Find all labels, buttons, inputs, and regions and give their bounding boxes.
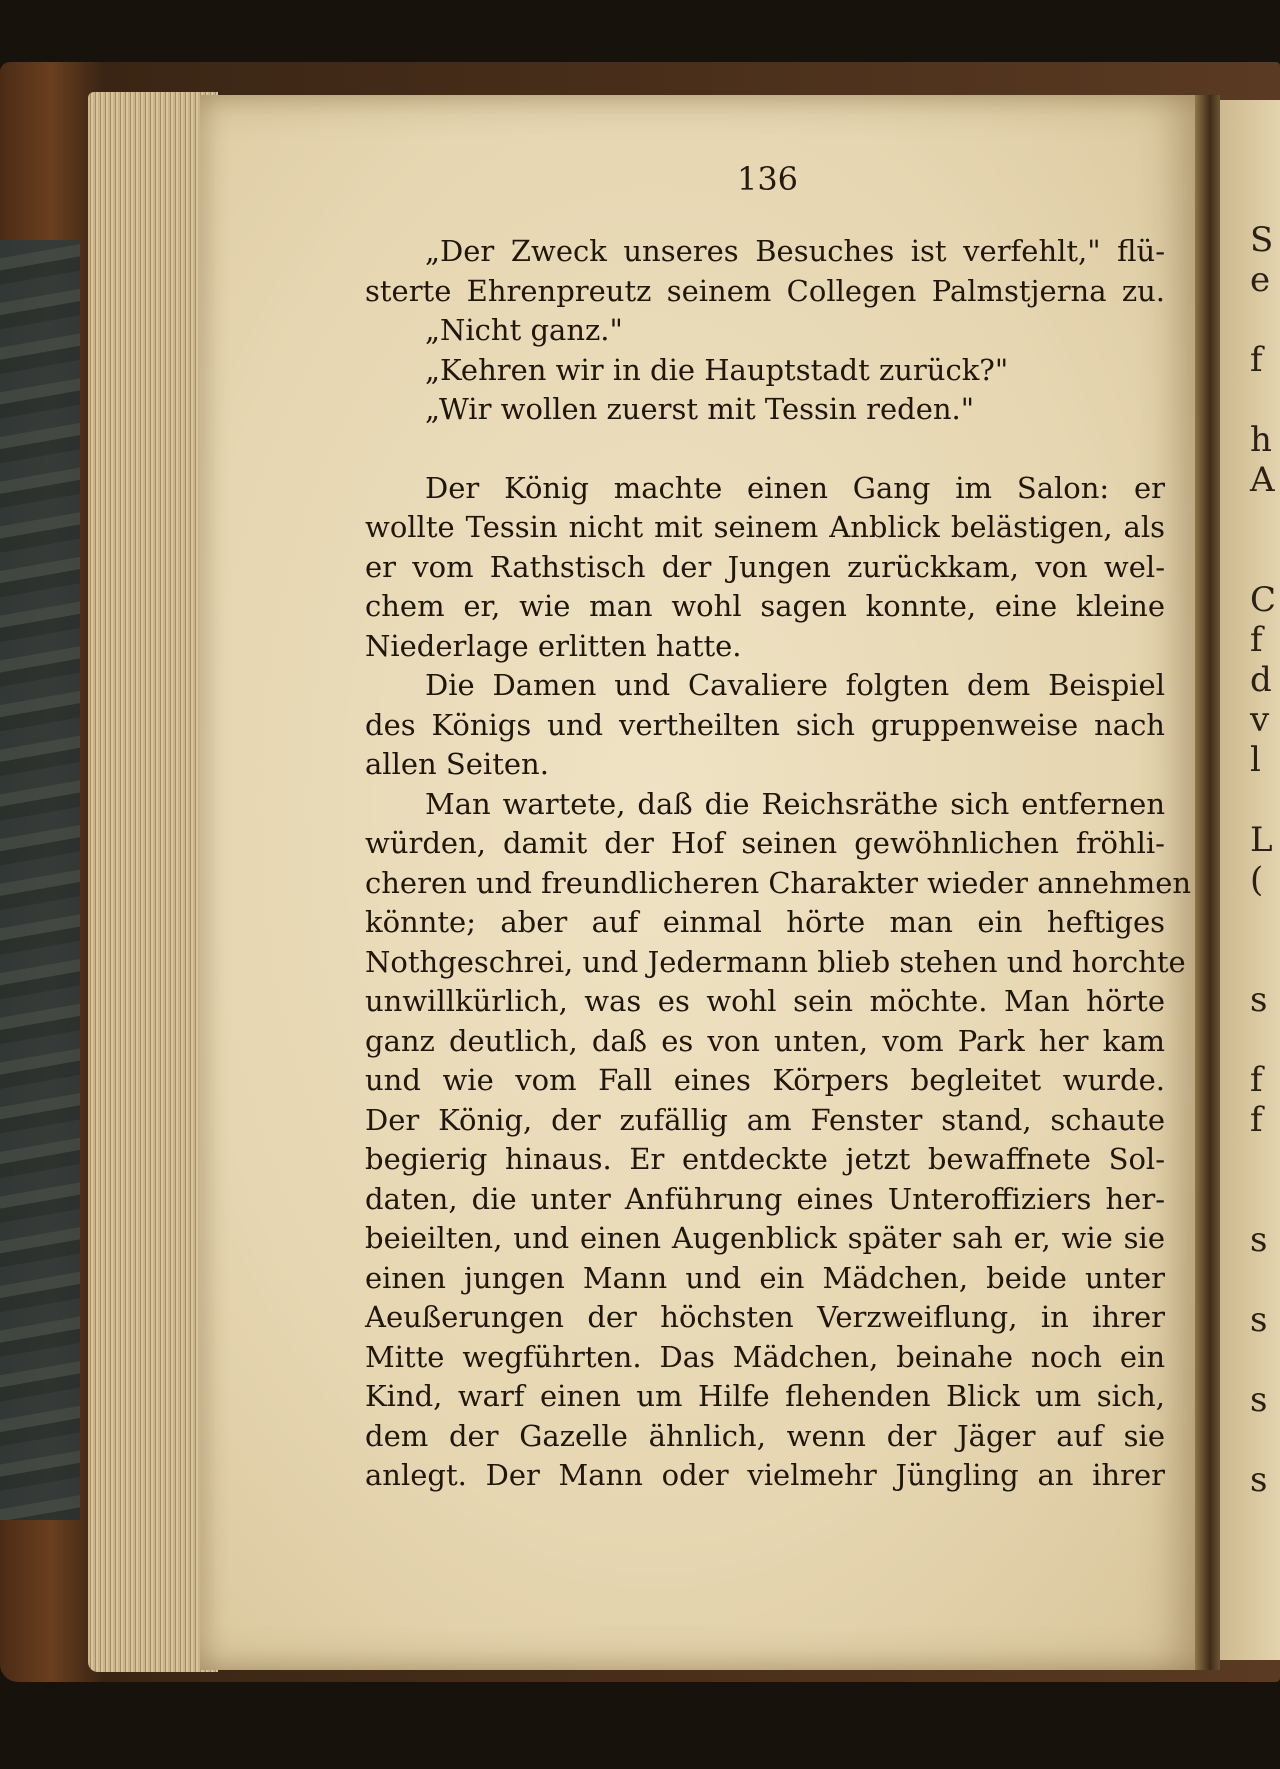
text-line: daten, die unter Anführung eines Unteroffiziers her- — [365, 1181, 1165, 1216]
text-line: wollte Tessin nicht mit seinem Anblick belästigen, als — [365, 510, 1165, 544]
facing-page-glyph — [1250, 380, 1280, 420]
facing-page-glyph — [1250, 1140, 1280, 1180]
facing-page-glyph: L — [1250, 820, 1273, 860]
facing-page-glyph: v — [1250, 700, 1270, 740]
text-line: sterte Ehrenpreutz seinem Collegen Palmstjerna zu. — [365, 273, 1165, 308]
text-line: könnte; aber auf einmal hörte man ein heftiges — [365, 905, 1165, 939]
facing-page-glyph: h — [1250, 420, 1272, 460]
text-line: anlegt. Der Mann oder vielmehr Jüngling an ihrer — [365, 1458, 1165, 1492]
facing-page-glyph: ( — [1250, 860, 1264, 900]
facing-page-glyph — [1250, 500, 1280, 540]
facing-page-glyph — [1250, 1420, 1280, 1460]
facing-page-glyph: f — [1250, 340, 1263, 380]
facing-page-glyphs — [1250, 220, 1280, 1500]
facing-page-glyph: s — [1250, 1220, 1268, 1260]
facing-page-glyph — [1250, 940, 1280, 980]
facing-page-glyph — [1250, 540, 1280, 580]
text-line: Der König, der zufällig am Fenster stand, schaute — [365, 1102, 1165, 1137]
text-line: begierig hinaus. Er entdeckte jetzt bewaffnete Sol- — [365, 1142, 1165, 1176]
text-line: und wie vom Fall eines Körpers begleitet wurde. — [365, 1063, 1165, 1097]
text-line: allen Seiten. — [365, 747, 549, 781]
text-line: „Kehren wir in die Hauptstadt zurück?" — [425, 352, 1009, 387]
facing-page-glyph — [1250, 1020, 1280, 1060]
paragraph-gap — [365, 430, 1165, 469]
text-line: beieilten, und einen Augenblick später sah er, wie sie — [365, 1221, 1165, 1255]
text-line: „Nicht ganz." — [425, 313, 623, 347]
cover-binding-edge — [0, 240, 80, 1520]
text-line: chem er, wie man wohl sagen konnte, eine kleine — [365, 589, 1165, 623]
text-line: einen jungen Mann und ein Mädchen, beide unter — [365, 1260, 1165, 1295]
facing-page-glyph — [1250, 780, 1280, 820]
text-line: Aeußerungen der höchsten Verzweiflung, in ihrer — [365, 1300, 1165, 1334]
text-line: Kind, warf einen um Hilfe flehenden Blick um sich, — [365, 1379, 1165, 1413]
facing-page-glyph: l — [1250, 740, 1261, 780]
text-line: Mitte wegführten. Das Mädchen, beinahe noch ein — [365, 1339, 1165, 1374]
text-line: „Der Zweck unseres Besuches ist verfehlt," flü- — [425, 234, 1165, 268]
text-line: Man wartete, daß die Reichsräthe sich entfernen — [425, 786, 1165, 821]
text-line: Die Damen und Cavaliere folgten dem Beispiel — [425, 668, 1165, 702]
text-line: Niederlage erlitten hatte. — [365, 628, 742, 663]
page-number: 136 — [736, 160, 799, 198]
text-line: Der König machte einen Gang im Salon: er — [425, 470, 1165, 505]
facing-page-glyph — [1250, 300, 1280, 340]
facing-page-glyph — [1250, 900, 1280, 940]
facing-page-glyph: A — [1250, 460, 1275, 500]
facing-page-glyph: s — [1250, 1460, 1268, 1500]
book-gutter — [1195, 95, 1220, 1670]
facing-page-glyph: d — [1250, 660, 1272, 700]
facing-page-glyph: f — [1250, 620, 1263, 660]
text-line: Nothgeschrei, und Jedermann blieb stehen und horchte — [365, 944, 1186, 979]
facing-page-glyph: e — [1250, 260, 1271, 300]
facing-page-glyph: S — [1250, 220, 1274, 260]
facing-page-glyph: C — [1250, 580, 1277, 620]
facing-page-glyph: s — [1250, 1380, 1268, 1420]
text-line: unwillkürlich, was es wohl sein möchte. Man hörte — [365, 984, 1165, 1018]
facing-page-glyph: f — [1250, 1100, 1263, 1140]
page-stack-edge — [88, 92, 218, 1672]
text-line: würden, damit der Hof seinen gewöhnlichen fröhli- — [365, 826, 1165, 860]
facing-page-glyph — [1250, 1180, 1280, 1220]
facing-page-glyph — [1250, 1260, 1280, 1300]
page-body-text — [365, 232, 1192, 1496]
text-line: ganz deutlich, daß es von unten, vom Park her kam — [365, 1023, 1165, 1058]
facing-page-glyph — [1250, 1340, 1280, 1380]
facing-page-glyph: s — [1250, 980, 1268, 1020]
facing-page-glyph: s — [1250, 1300, 1268, 1340]
facing-page-glyph: f — [1250, 1060, 1263, 1100]
text-line: „Wir wollen zuerst mit Tessin reden." — [425, 392, 975, 426]
text-line: des Königs und vertheilten sich gruppenweise nach — [365, 707, 1165, 742]
text-line: er vom Rathstisch der Jungen zurückkam, von wel- — [365, 549, 1165, 584]
text-line: dem der Gazelle ähnlich, wenn der Jäger auf sie — [365, 1418, 1165, 1453]
text-line: cheren und freundlicheren Charakter wieder annehmen — [365, 865, 1192, 900]
